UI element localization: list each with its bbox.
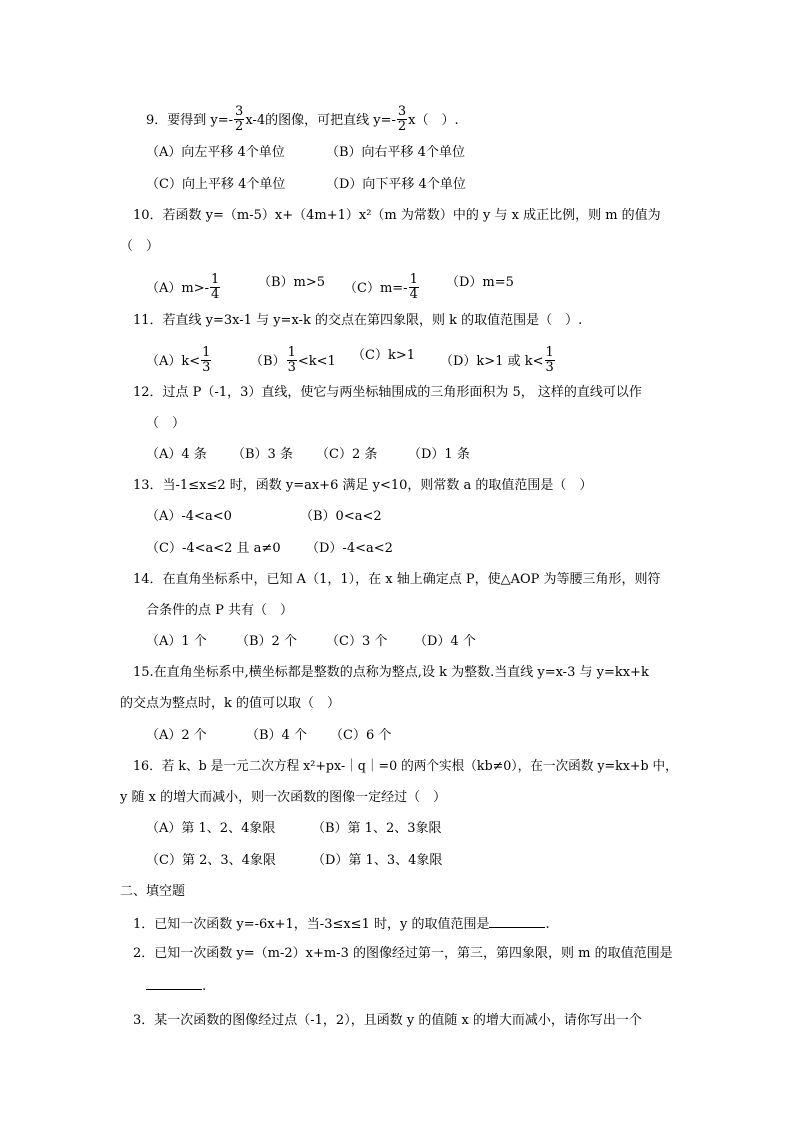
- q13-option-d: （D）-4<a<2: [306, 541, 393, 556]
- q9-option-a: （A）向左平移 4个单位: [146, 145, 285, 160]
- q9-stem-c: x（ ）.: [408, 113, 459, 128]
- q10-option-d: （D）m=5: [446, 275, 514, 290]
- q14-option-b: （B）2 个: [236, 634, 297, 649]
- answer-blank: [146, 976, 202, 990]
- q9-option-b: （B）向右平移 4个单位: [326, 145, 465, 160]
- q16-option-d: （D）第 1、3、4象限: [312, 853, 443, 868]
- q14-stem: 14．在直角坐标系中，已知 A（1，1），在 x 轴上确定点 P，使△AOP 为等腰三角形，则符: [133, 572, 661, 587]
- fill3-stem: 3．某一次函数的图像经过点（-1，2），且函数 y 的值随 x 的增大而减小，请你写出一个: [133, 1013, 642, 1028]
- q13-stem: 13．当-1≤x≤2 时，函数 y=ax+6 满足 y<10，则常数 a 的取值范围是（ ）: [133, 478, 593, 493]
- q14-option-d: （D）4 个: [414, 634, 476, 649]
- answer-blank: [489, 914, 545, 928]
- fill2-stem: 2．已知一次函数 y=（m-2）x+m-3 的图像经过第一，第三，第四象限，则 m 的取值范围是: [133, 946, 673, 961]
- q10-option-b: （B）m>5: [258, 275, 326, 290]
- q13-option-b: （B）0<a<2: [300, 509, 382, 524]
- q9-option-c: （C）向上平移 4个单位: [146, 177, 286, 192]
- q9-stem-a: 9．要得到 y=-: [146, 113, 234, 128]
- q9-stem-b: x-4的图像，可把直线 y=-: [245, 113, 396, 128]
- q9-fraction-2: $\frac{3}{2}$: [397, 104, 407, 134]
- q12-option-a: （A）4 条: [146, 447, 207, 462]
- q10-stem: 10．若函数 y=（m-5）x+（4m+1）x²（m 为常数）中的 y 与 x 成正比例，则 m 的值为: [133, 208, 661, 223]
- section-title: 二、填空题: [120, 884, 186, 899]
- q15-stem: 15.在直角坐标系中,横坐标都是整数的点称为整点,设 k 为整数.当直线 y=x-3 与 y=kx+k: [133, 665, 649, 680]
- q14-stem-cont: 合条件的点 P 共有（ ）: [146, 603, 294, 618]
- fill1-stem: 1．已知一次函数 y=-6x+1，当-3≤x≤1 时，y 的取值范围是 .: [133, 914, 550, 934]
- q10-fraction-c: $\frac{1}{4}$: [409, 272, 418, 302]
- q10-stem-cont: （ ）: [120, 239, 160, 254]
- q10-fraction-a: $\frac{1}{4}$: [211, 272, 220, 302]
- q16-stem-cont: y 随 x 的增大而减小，则一次函数的图像一定经过（ ）: [120, 790, 447, 805]
- q16-option-a: （A）第 1、2、4象限: [146, 821, 276, 836]
- q11-option-d: （D）k>1 或 k< $\frac{1}{3}$: [440, 345, 554, 375]
- q10-option-a: （A）m>- $\frac{1}{4}$: [146, 272, 220, 302]
- q11-fraction-b: $\frac{1}{3}$: [287, 345, 296, 375]
- q13-option-a: （A）-4<a<0: [146, 509, 232, 524]
- fill2-stem-cont: .: [146, 976, 206, 996]
- q11-option-a: （A）k< $\frac{1}{3}$: [146, 345, 211, 375]
- q12-option-b: （B）3 条: [232, 447, 293, 462]
- q9-fraction-1: $\frac{3}{2}$: [235, 104, 244, 134]
- q16-option-b: （B）第 1、2、3象限: [312, 821, 442, 836]
- q9-option-d: （D）向下平移 4个单位: [326, 177, 466, 192]
- q12-stem: 12．过点 P（-1，3）直线，使它与两坐标轴围成的三角形面积为 5， 这样的直线可以作: [133, 385, 642, 400]
- q9-stem: [146, 106, 459, 135]
- q15-option-b: （B）4 个: [246, 728, 307, 743]
- q15-option-a: （A）2 个: [146, 728, 207, 743]
- q15-option-c: （C）6 个: [330, 728, 392, 743]
- q14-option-c: （C）3 个: [326, 634, 388, 649]
- q16-stem: 16．若 k、b 是一元二次方程 x²+px-｜q｜=0 的两个实根（kb≠0），在一次函数 y=kx+b 中，: [133, 759, 678, 774]
- q12-option-c: （C）2 条: [316, 447, 378, 462]
- q10-option-c: （C）m=- $\frac{1}{4}$: [344, 272, 418, 302]
- q14-option-a: （A）1 个: [146, 634, 207, 649]
- q11-option-c: （C）k>1: [352, 348, 415, 363]
- q11-fraction-d: $\frac{1}{3}$: [545, 345, 554, 375]
- q12-stem-cont: （ ）: [146, 416, 186, 431]
- q11-fraction-a: $\frac{1}{3}$: [202, 345, 211, 375]
- q11-option-b: （B） $\frac{1}{3}$ <k<1: [250, 345, 336, 375]
- q15-stem-cont: 的交点为整点时，k 的值可以取（ ）: [120, 696, 341, 711]
- q11-stem: 11．若直线 y=3x-1 与 y=x-k 的交点在第四象限，则 k 的取值范围是（ ）.: [133, 313, 583, 328]
- q12-option-d: （D）1 条: [408, 447, 470, 462]
- q13-option-c: （C）-4<a<2 且 a≠0: [146, 541, 281, 556]
- q16-option-c: （C）第 2、3、4象限: [146, 853, 276, 868]
